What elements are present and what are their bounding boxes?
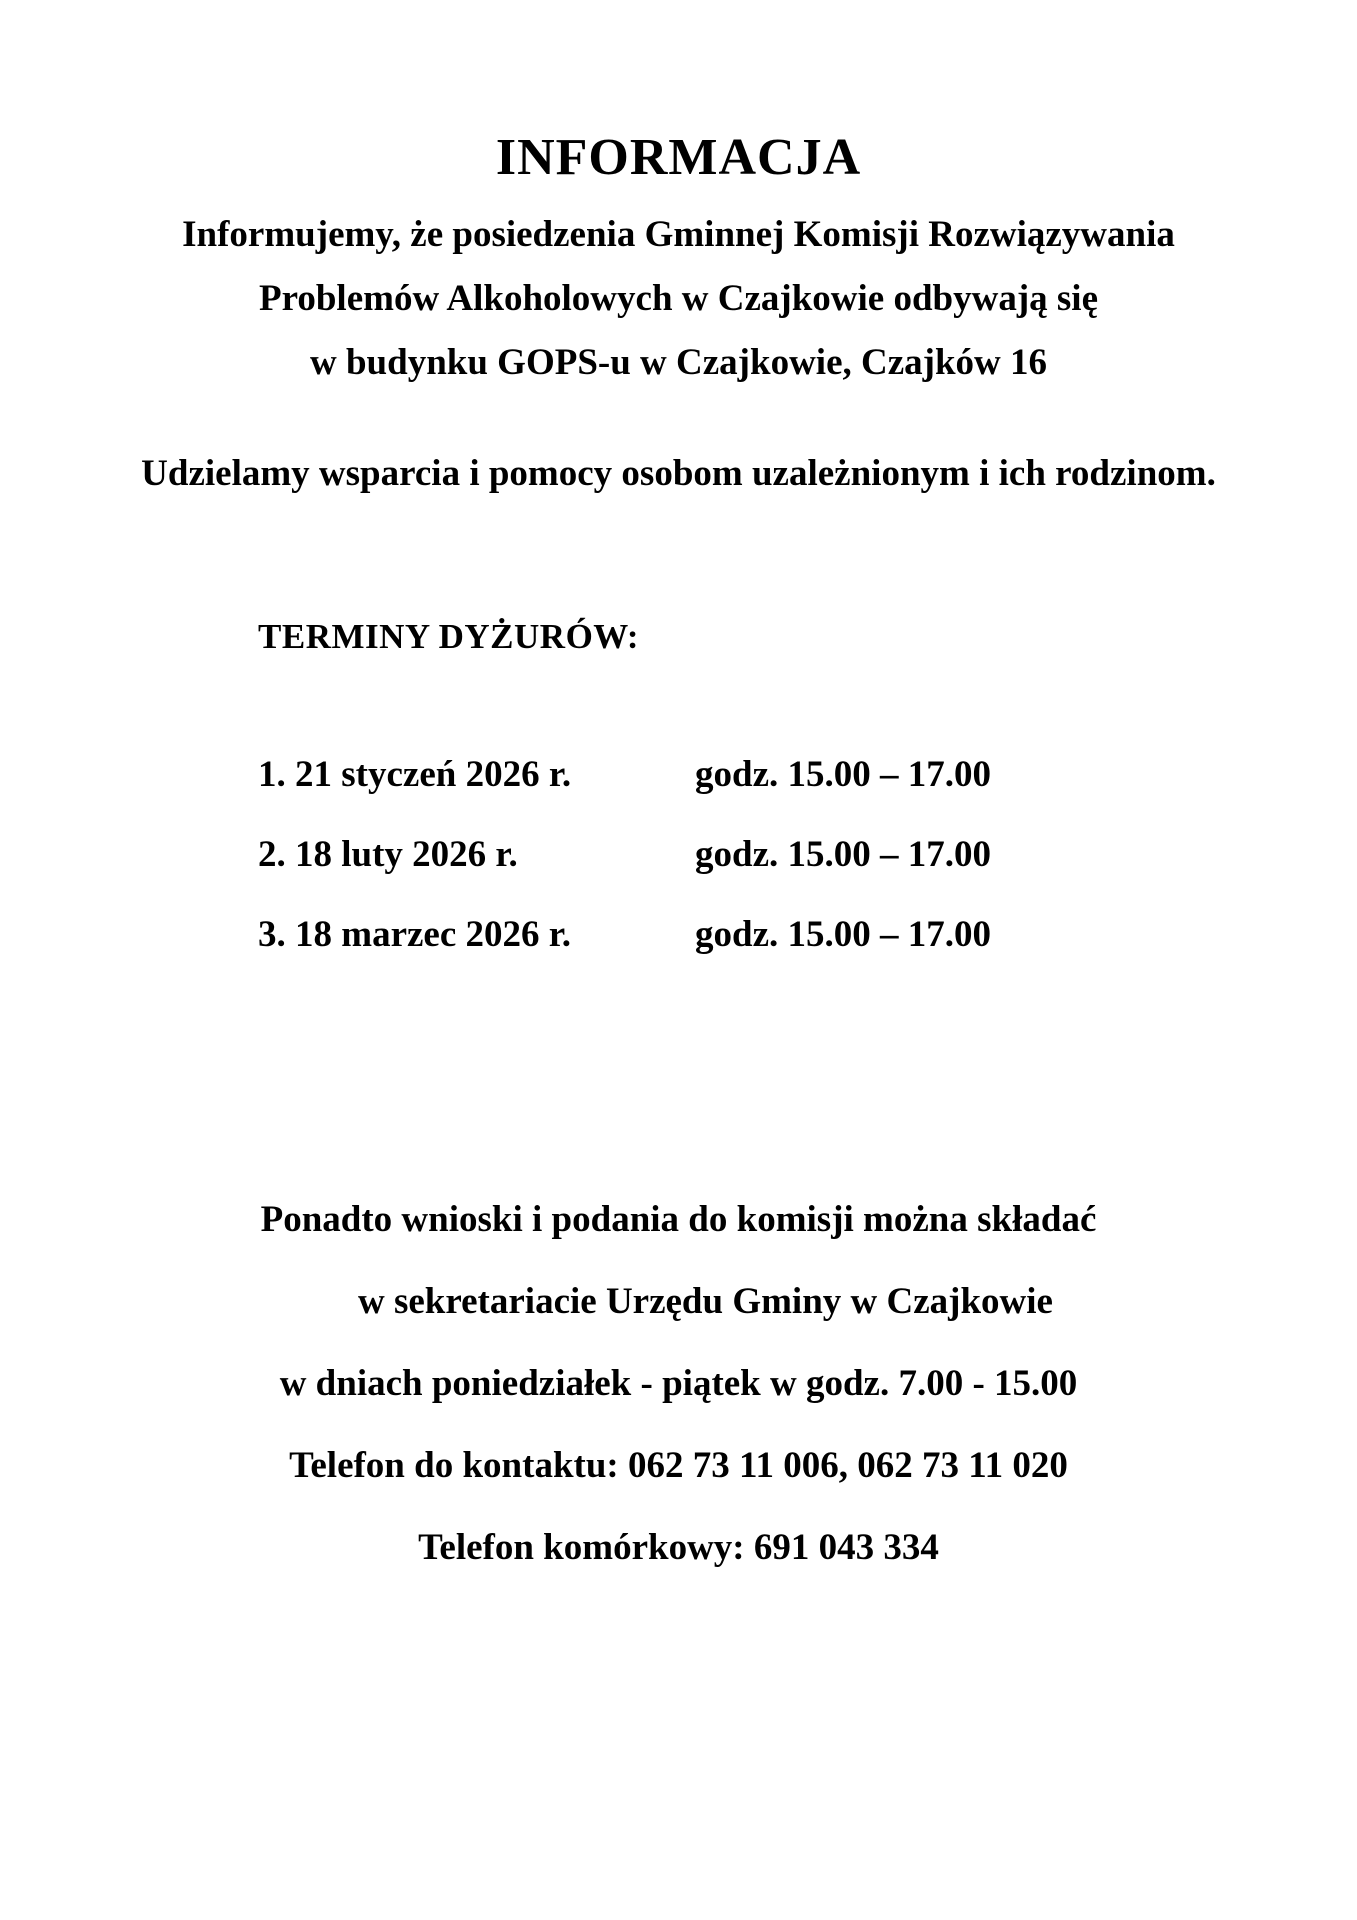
schedule-hours: godz. 15.00 – 17.00 [695, 914, 991, 955]
footer-paragraph [0, 1179, 1357, 1589]
schedule-hours: godz. 15.00 – 17.00 [695, 834, 991, 875]
intro-line-2: Problemów Alkoholowych w Czajkowie odbywają się [258, 278, 1099, 319]
footer-line-office-hours: w dniach poniedziałek - piątek w godz. 7.00 - 15.00 [279, 1363, 1078, 1404]
document-title: INFORMACJA [495, 129, 862, 186]
footer-line-mobile-phone: Telefon komórkowy: 691 043 334 [418, 1527, 939, 1568]
schedule-row [258, 815, 1357, 895]
schedule-heading: TERMINY DYŻURÓW: [258, 617, 640, 656]
support-statement: Udzielamy wsparcia i pomocy osobom uzależnionym i ich rodzinom. [141, 453, 1216, 494]
intro-line-3: w budynku GOPS-u w Czajkowie, Czajków 16 [309, 342, 1048, 383]
schedule-date: 1. 21 styczeń 2026 r. [258, 754, 572, 795]
footer-line-submissions: Ponadto wnioski i podania do komisji można składać [260, 1199, 1097, 1240]
duty-schedule-list [258, 735, 1357, 975]
schedule-row [258, 895, 1357, 975]
schedule-hours: godz. 15.00 – 17.00 [695, 754, 991, 795]
footer-line-secretariat: w sekretariacie Urzędu Gminy w Czajkowie [358, 1281, 1053, 1322]
schedule-date: 2. 18 luty 2026 r. [258, 834, 518, 875]
schedule-date: 3. 18 marzec 2026 r. [258, 914, 572, 955]
intro-paragraph [0, 203, 1357, 395]
footer-line-contact-phones: Telefon do kontaktu: 062 73 11 006, 062 73 11 020 [289, 1445, 1068, 1486]
schedule-row [258, 735, 1357, 815]
intro-line-1: Informujemy, że posiedzenia Gminnej Komisji Rozwiązywania [182, 214, 1175, 255]
